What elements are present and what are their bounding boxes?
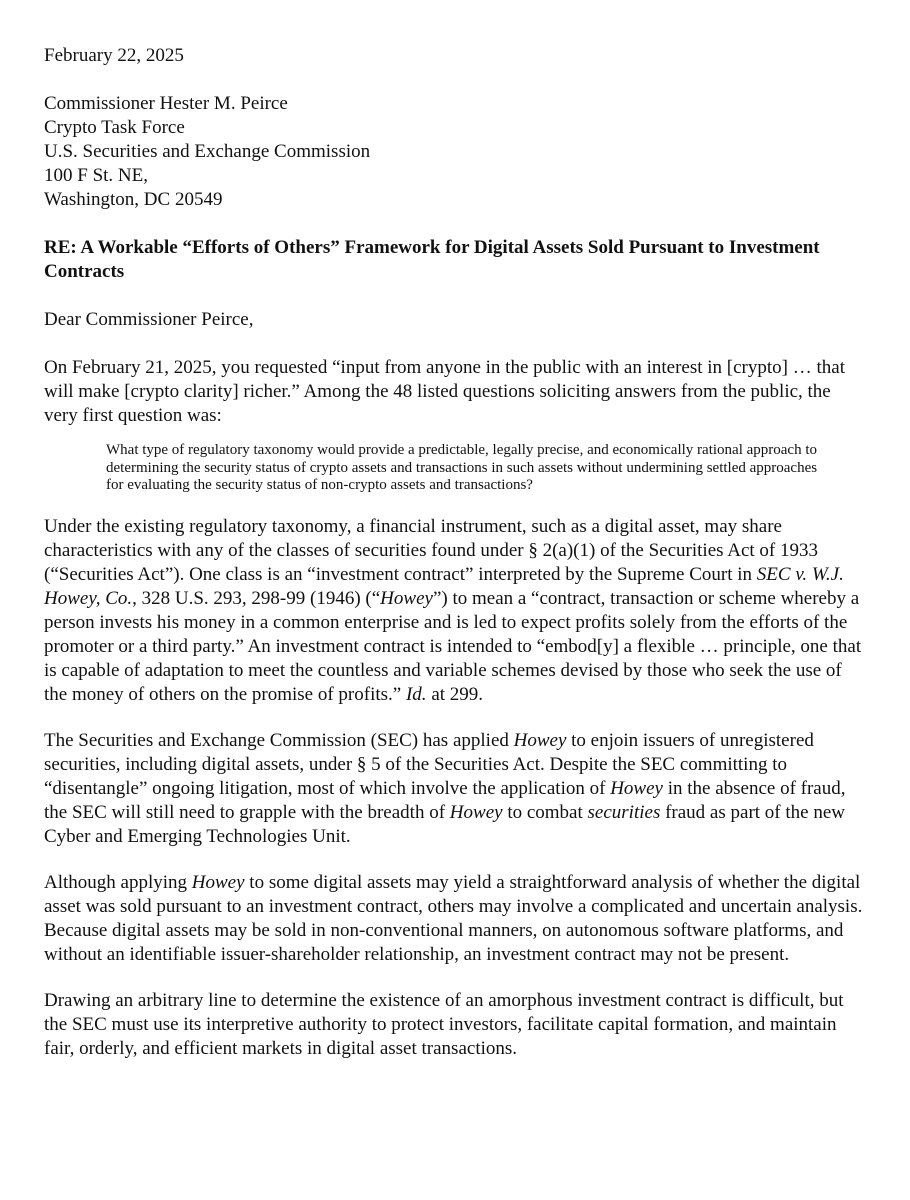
recipient-street: 100 F St. NE, bbox=[44, 165, 148, 186]
recipient-unit: Crypto Task Force bbox=[44, 117, 185, 138]
block-quote: What type of regulatory taxonomy would provide a predictable, legally precise, and economically rational approach to determining the security status of crypto assets and transactions in such assets without undermining settled approaches for evaluating the security status of non-crypto assets and transactions? bbox=[106, 442, 818, 493]
case-short-name: Howey bbox=[513, 729, 567, 751]
letter-date: February 22, 2025 bbox=[44, 45, 184, 66]
salutation: Dear Commissioner Peirce, bbox=[44, 309, 254, 330]
recipient-organization: U.S. Securities and Exchange Commission bbox=[44, 141, 371, 162]
case-citation: SEC v. W.J. Howey, Co. bbox=[44, 563, 844, 609]
paragraph-text: at 299. bbox=[426, 683, 484, 705]
paragraph-text: The Securities and Exchange Commission (SEC) has applied bbox=[44, 729, 514, 751]
paragraph-text: Under the existing regulatory taxonomy, a financial instrument, such as a digital asset, may share characteristics with any of the classes of securities found under § 2(a)(1) of the Securities Act of 1933 (“Securities Act”). One class is an “investment contract” interpreted by the Supreme Court in bbox=[44, 515, 818, 585]
id-citation: Id. bbox=[405, 683, 427, 705]
paragraph-digital-assets bbox=[44, 871, 864, 967]
emphasis-term: securities bbox=[587, 801, 661, 823]
paragraph-text: to enjoin issuers of unregistered securities, including digital assets, under § 5 of the Securities Act. Despite the SEC committing to “disentangle” ongoing litigation, most of which involve the application of bbox=[44, 729, 814, 799]
paragraph-text: , 328 U.S. 293, 298-99 (1946) (“ bbox=[132, 587, 381, 609]
recipient-address bbox=[44, 92, 864, 212]
paragraph-text: in the absence of fraud, the SEC will still need to grapple with the breadth of bbox=[44, 777, 846, 823]
recipient-name: Commissioner Hester M. Peirce bbox=[44, 93, 288, 114]
letter-page bbox=[44, 44, 864, 1061]
paragraph-text: to combat bbox=[502, 801, 588, 823]
paragraph-text: fraud as part of the new Cyber and Emerging Technologies Unit. bbox=[44, 801, 845, 847]
paragraph-interpretive-authority: Drawing an arbitrary line to determine the existence of an amorphous investment contract is difficult, but the SEC must use its interpretive authority to protect investors, facilitate capital formation, and maintain fair, orderly, and efficient markets in digital asset transactions. bbox=[44, 989, 844, 1059]
paragraph-sec-enforcement bbox=[44, 729, 864, 849]
case-short-name: Howey bbox=[449, 801, 503, 823]
subject-line: RE: A Workable “Efforts of Others” Framework for Digital Assets Sold Pursuant to Investment Contracts bbox=[44, 237, 820, 282]
paragraph-text: to some digital assets may yield a straightforward analysis of whether the digital asset was sold pursuant to an investment contract, others may involve a complicated and uncertain analysis. Because digital assets may be sold in non-conventional manners, on autonomous software platforms, and without an identifiable issuer-shareholder relationship, an investment contract may not be present. bbox=[44, 871, 863, 965]
intro-paragraph: On February 21, 2025, you requested “input from anyone in the public with an interest in [crypto] … that will make [crypto clarity] richer.” Among the 48 listed questions soliciting answers from the public, the very first question was: bbox=[44, 357, 845, 426]
paragraph-text: ”) to mean a “contract, transaction or scheme whereby a person invests his money in a common enterprise and is led to expect profits solely from the efforts of the promoter or a third party.” An investment contract is intended to “embod[y] a flexible … principle, one that is capable of adaptation to meet the countless and variable schemes devised by those who seek the use of the money of others on the promise of profits.” bbox=[44, 587, 862, 705]
paragraph-taxonomy bbox=[44, 515, 864, 707]
case-short-name: Howey bbox=[380, 587, 433, 609]
case-short-name: Howey bbox=[610, 777, 663, 799]
recipient-city: Washington, DC 20549 bbox=[44, 189, 223, 210]
paragraph-text: Although applying bbox=[44, 871, 192, 893]
case-short-name: Howey bbox=[191, 871, 245, 893]
